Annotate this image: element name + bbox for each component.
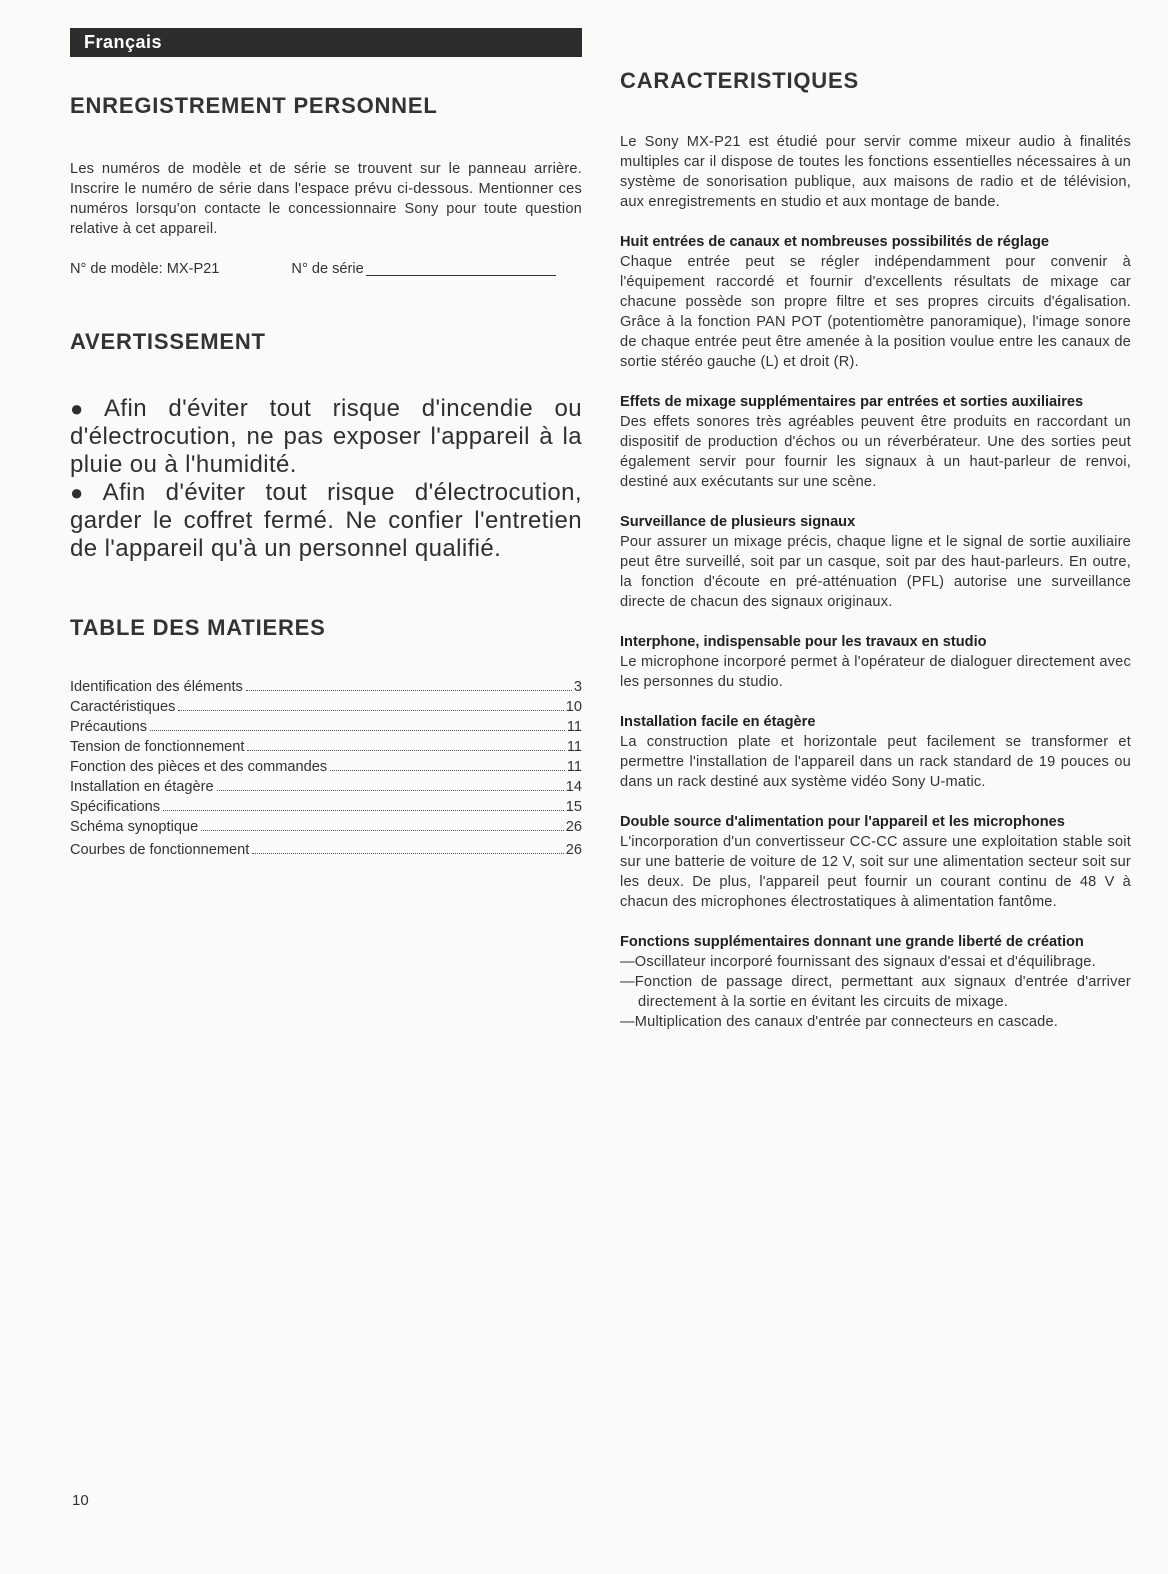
record-title: ENREGISTREMENT PERSONNEL (70, 93, 438, 118)
feature-text: L'incorporation d'un convertisseur CC-CC assure une exploitation stable soit sur une batterie de voiture de 12 V, soit sur une alimentation secteur soit sur les deux. De plus, l'appareil peut fournir un courant continu de 48 V à chacun des microphones électrostatiques à alimentation fantôme. (620, 834, 1131, 910)
feature-section (620, 632, 1131, 692)
serial-label: N° de série (291, 261, 364, 277)
feature-extra-item: —Oscillateur incorporé fournissant des signaux d'essai et d'équilibrage. (620, 954, 1096, 970)
toc-title: TABLE DES MATIERES (70, 615, 326, 640)
feature-text: Le microphone incorporé permet à l'opérateur de dialoguer directement avec les personnes du studio. (620, 654, 1131, 690)
feature-heading: Installation facile en étagère (620, 714, 816, 730)
toc-entry (70, 817, 582, 837)
feature-section (620, 812, 1131, 912)
toc-entry-page: 26 (565, 842, 582, 858)
feature-extra-item: —Multiplication des canaux d'entrée par connecteurs en cascade. (620, 1014, 1059, 1030)
toc-leader-dots (247, 750, 564, 751)
feature-sections (620, 232, 1131, 912)
toc-entry (70, 840, 582, 860)
toc-entry-page: 3 (573, 679, 582, 695)
feature-extra-item: —Fonction de passage direct, permettant aux signaux d'entrée d'arriver directement à la sortie en évitant les circuits de mixage. (620, 974, 1131, 1010)
toc-entry-page: 11 (566, 719, 582, 735)
warning-title: AVERTISSEMENT (70, 329, 266, 354)
warning-item-2: ● Afin d'éviter tout risque d'électrocution, garder le coffret fermé. Ne confier l'entretien de l'appareil qu'à un personnel qualifié. (70, 479, 582, 562)
toc-leader-dots (252, 853, 563, 854)
toc-entry (70, 697, 582, 717)
toc-leader-dots (150, 730, 565, 731)
toc-leader-dots (217, 790, 564, 791)
feature-section (620, 232, 1131, 372)
toc-entry-label: Installation en étagère (70, 779, 214, 795)
serial-field (291, 261, 555, 277)
bullet-icon: ● (70, 396, 99, 421)
feature-text: Pour assurer un mixage précis, chaque ligne et le signal de sortie auxiliaire peut être surveillé, soit par un casque, soit par des haut-parleurs. En outre, la fonction d'écoute en pré-atténuation (PFL) autorise une surveillance directe de chacun des signaux originaux. (620, 534, 1131, 610)
model-label: N° de modèle: MX-P21 (70, 261, 220, 277)
toc-entry-page: 10 (565, 699, 582, 715)
feature-heading: Huit entrées de canaux et nombreuses possibilités de réglage (620, 234, 1050, 250)
feature-extra (620, 932, 1131, 1032)
toc-entry (70, 717, 582, 737)
feature-text: Des effets sonores très agréables peuvent être produits en raccordant un dispositif de production d'échos ou un réverbérateur. Une des sorties peut également servir pour fournir les signaux à un haut-parleur de renvoi, destiné aux exécutants sur une scène. (620, 414, 1131, 490)
toc-leader-dots (163, 810, 564, 811)
features-title: CARACTERISTIQUES (620, 68, 859, 93)
feature-extra-list (620, 952, 1131, 1032)
toc-entry-label: Précautions (70, 719, 148, 735)
toc-entry-page: 14 (565, 779, 582, 795)
toc-entry (70, 777, 582, 797)
page-number: 10 (72, 1492, 89, 1509)
feature-extra-heading: Fonctions supplémentaires donnant une grande liberté de création (620, 934, 1084, 950)
feature-heading: Surveillance de plusieurs signaux (620, 514, 856, 530)
toc-entry (70, 797, 582, 817)
toc-entry-label: Schéma synoptique (70, 819, 199, 835)
serial-blank-line (366, 261, 556, 276)
warning-item-1: ● Afin d'éviter tout risque d'incendie ou d'électrocution, ne pas exposer l'appareil à la pluie ou à l'humidité. (70, 395, 582, 478)
record-text: Les numéros de modèle et de série se trouvent sur le panneau arrière. Inscrire le numéro de série dans l'espace prévu ci-dessous. Mentionner ces numéros lorsqu'on contacte le concessionnaire Sony pour toute question relative à cet appareil. (70, 161, 582, 237)
feature-heading: Effets de mixage supplémentaires par entrées et sorties auxiliaires (620, 394, 1084, 410)
language-bar: Français (70, 28, 582, 57)
toc-entry-page: 11 (566, 739, 582, 755)
toc-entry-page: 11 (566, 759, 582, 775)
bullet-icon: ● (70, 480, 97, 505)
toc-entry (70, 677, 582, 697)
model-serial-line (70, 261, 582, 277)
toc-entry-page: 26 (565, 819, 582, 835)
toc-entry-page: 15 (565, 799, 582, 815)
toc-leader-dots (330, 770, 565, 771)
feature-heading: Interphone, indispensable pour les travaux en studio (620, 634, 987, 650)
feature-section (620, 712, 1131, 792)
feature-text: La construction plate et horizontale peut facilement se transformer et permettre l'installation de l'appareil dans un rack standard de 19 pouces ou dans un rack destiné aux système vidéo Sony U-matic. (620, 734, 1131, 790)
toc-leader-dots (246, 690, 572, 691)
toc-leader-dots (178, 710, 563, 711)
toc-entry-label: Tension de fonctionnement (70, 739, 245, 755)
warning-block (70, 395, 582, 563)
right-column (620, 28, 1131, 1032)
feature-section (620, 512, 1131, 612)
toc-entry-label: Caractéristiques (70, 699, 176, 715)
feature-heading: Double source d'alimentation pour l'appareil et les microphones (620, 814, 1065, 830)
left-column (70, 28, 582, 860)
toc-entry-label: Fonction des pièces et des commandes (70, 759, 328, 775)
toc-leader-dots (201, 830, 564, 831)
feature-text: Chaque entrée peut se régler indépendamment pour convenir à l'équipement raccordé et fournir d'excellents résultats de mixage car chacune possède son propre filtre et ses propres circuits d'égalisation. Grâce à la fonction PAN POT (potentiomètre panoramique), l'image sonore de chaque entrée peut être amenée à la position voulue entre les canaux de sortie stéréo gauche (L) et droit (R). (620, 254, 1131, 370)
toc-list (70, 677, 582, 860)
feature-section (620, 392, 1131, 492)
toc-entry (70, 757, 582, 777)
features-intro: Le Sony MX-P21 est étudié pour servir comme mixeur audio à finalités multiples car il dispose de toutes les fonctions essentielles nécessaires à un système de sonorisation publique, aux maisons de radio et de télévision, aux enregistrements en studio et aux montage de bande. (620, 134, 1131, 210)
toc-entry-label: Courbes de fonctionnement (70, 842, 250, 858)
toc-entry-label: Spécifications (70, 799, 161, 815)
toc-entry-label: Identification des éléments (70, 679, 243, 695)
toc-entry (70, 737, 582, 757)
